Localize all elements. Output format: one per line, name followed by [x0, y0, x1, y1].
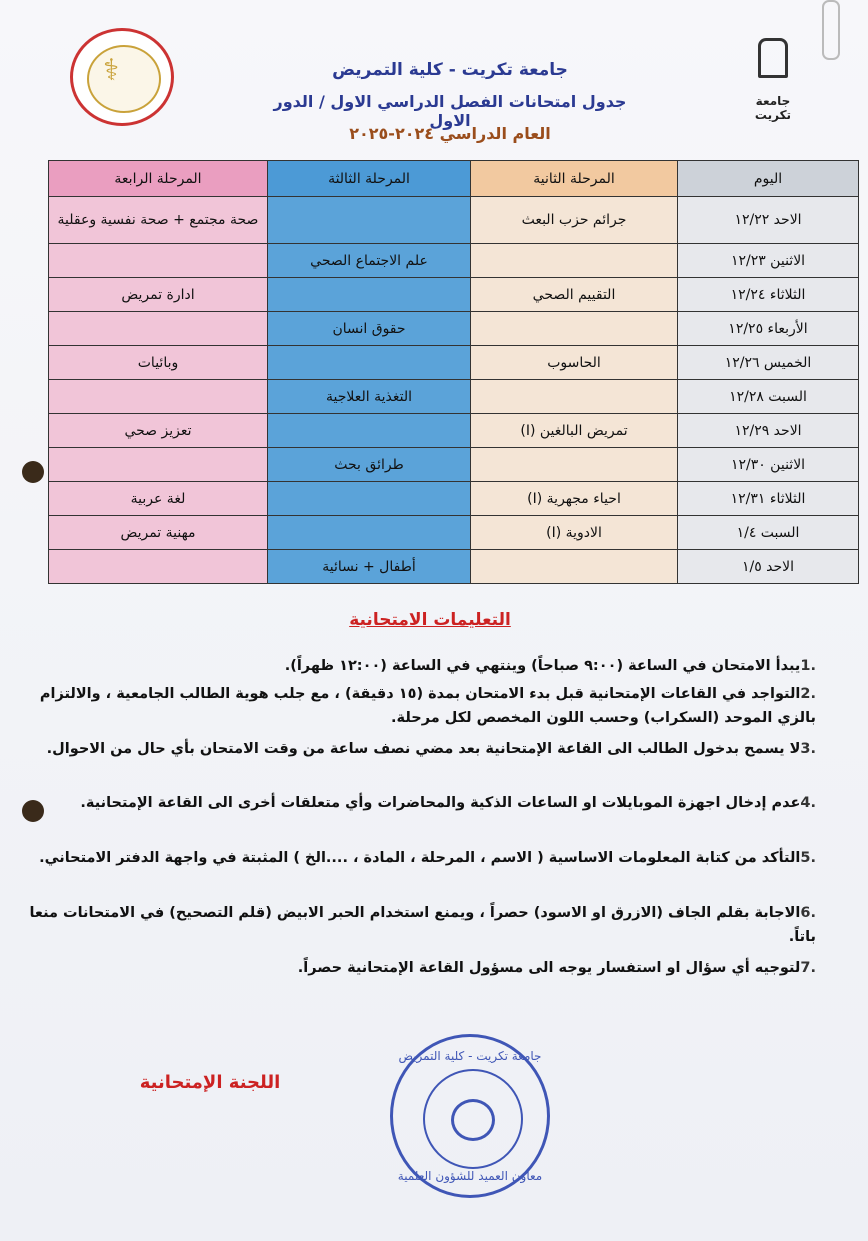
- instruction-item: [22, 901, 816, 949]
- header-stage-4: المرحلة الرابعة: [49, 161, 268, 197]
- day-cell: الاحد ١٢/٢٢: [678, 197, 859, 244]
- stage-3-cell: [268, 346, 471, 380]
- stage-4-cell: ادارة تمريض: [49, 278, 268, 312]
- instruction-item: [22, 791, 816, 815]
- day-cell: الثلاثاء ١٢/٣١: [678, 482, 859, 516]
- instruction-number: .3: [800, 741, 816, 757]
- table-row: [49, 197, 859, 244]
- instruction-item: [22, 654, 816, 678]
- stage-2-cell: [471, 550, 678, 584]
- stage-2-cell: الحاسوب: [471, 346, 678, 380]
- stage-3-cell: علم الاجتماع الصحي: [268, 244, 471, 278]
- instruction-text: الاجابة بقلم الجاف (الازرق او الاسود) حصراً ، ويمنع استخدام الحبر الابيض (قلم التصحيح) في الامتحانات منعا باتاً.: [29, 905, 816, 945]
- stage-3-cell: [268, 482, 471, 516]
- exam-committee-signature: اللجنة الإمتحانية: [139, 1072, 281, 1093]
- punch-hole: [22, 800, 44, 822]
- stage-4-cell: [49, 448, 268, 482]
- nursing-college-logo: [70, 28, 174, 126]
- stage-3-cell: طرائق بحث: [268, 448, 471, 482]
- instruction-text: يبدأ الامتحان في الساعة (٩:٠٠ صباحاً) وينتهي في الساعة (١٢:٠٠ ظهراً).: [284, 658, 801, 674]
- paper-clip: [822, 0, 840, 60]
- table-row: [49, 414, 859, 448]
- instruction-item: [22, 846, 816, 870]
- stage-2-cell: [471, 380, 678, 414]
- instructions-title: التعليمات الامتحانية: [349, 610, 511, 630]
- stage-4-cell: [49, 312, 268, 346]
- header-schedule-title: جدول امتحانات الفصل الدراسي الاول / الدور الاول: [273, 92, 627, 130]
- stage-2-cell: [471, 448, 678, 482]
- day-cell: الأربعاء ١٢/٢٥: [678, 312, 859, 346]
- table-row: [49, 448, 859, 482]
- stage-3-cell: [268, 414, 471, 448]
- header-day: اليوم: [678, 161, 859, 197]
- stage-4-cell: [49, 550, 268, 584]
- stage-4-cell: صحة مجتمع + صحة نفسية وعقلية: [49, 197, 268, 244]
- instruction-number: .2: [800, 686, 816, 702]
- day-cell: الاثنين ١٢/٢٣: [678, 244, 859, 278]
- instruction-number: .5: [800, 850, 816, 866]
- table-row: [49, 278, 859, 312]
- stage-2-cell: الادوية (I): [471, 516, 678, 550]
- stage-3-cell: [268, 278, 471, 312]
- stage-3-cell: [268, 197, 471, 244]
- table-row: [49, 380, 859, 414]
- stage-3-cell: أطفال + نسائية: [268, 550, 471, 584]
- stage-4-cell: وبائيات: [49, 346, 268, 380]
- day-cell: الاثنين ١٢/٣٠: [678, 448, 859, 482]
- table-header-row: [49, 161, 859, 197]
- stage-4-cell: لغة عربية: [49, 482, 268, 516]
- instruction-text: التواجد في القاعات الإمتحانية قبل بدء الامتحان بمدة (١٥ دقيقة) ، مع جلب هوية الطالب الجامعية ، والالتزام بالزي الموحد (السكراب) وحسب اللون المخصص لكل مرحلة.: [39, 686, 816, 726]
- stamp-bottom-text: معاون العميد للشؤون العلمية: [397, 1169, 543, 1183]
- official-stamp: [390, 1034, 550, 1198]
- stamp-emblem-icon: [451, 1099, 495, 1141]
- table-row: [49, 482, 859, 516]
- stage-2-cell: جرائم حزب البعث: [471, 197, 678, 244]
- instruction-number: .6: [800, 905, 816, 921]
- header-stage-2: المرحلة الثانية: [471, 161, 678, 197]
- stage-2-cell: التقييم الصحي: [471, 278, 678, 312]
- tikrit-university-logo: [738, 38, 808, 122]
- instruction-item: [22, 682, 816, 730]
- stage-2-cell: [471, 244, 678, 278]
- instruction-number: .4: [800, 795, 816, 811]
- table-row: [49, 346, 859, 380]
- stamp-top-text: جامعة تكريت - كلية التمريض: [398, 1049, 542, 1063]
- exam-schedule-table: [48, 160, 859, 584]
- instruction-text: التأكد من كتابة المعلومات الاساسية ( الاسم ، المرحلة ، المادة ، ....الخ ) المثبتة في واجهة الدفتر الامتحاني.: [39, 850, 801, 866]
- instruction-number: .7: [800, 960, 816, 976]
- instruction-text: عدم إدخال اجهزة الموبايلات او الساعات الذكية والمحاضرات وأي متعلقات أخرى الى القاعة الإمتحانية.: [80, 795, 801, 811]
- tower-icon: [758, 38, 788, 78]
- stage-4-cell: مهنية تمريض: [49, 516, 268, 550]
- stage-2-cell: تمريض البالغين (I): [471, 414, 678, 448]
- table-row: [49, 516, 859, 550]
- day-cell: الاحد ١/٥: [678, 550, 859, 584]
- header-university-college: جامعة تكريت - كلية التمريض: [332, 60, 568, 80]
- day-cell: الثلاثاء ١٢/٢٤: [678, 278, 859, 312]
- university-logo-label: جامعة تكريت: [754, 94, 792, 122]
- logo-inner-ring: [87, 45, 161, 113]
- header-academic-year: العام الدراسي ٢٠٢٤-٢٠٢٥: [349, 124, 551, 143]
- stage-4-cell: تعزيز صحي: [49, 414, 268, 448]
- instruction-number: .1: [800, 658, 816, 674]
- stage-2-cell: [471, 312, 678, 346]
- day-cell: الخميس ١٢/٢٦: [678, 346, 859, 380]
- table-row: [49, 244, 859, 278]
- instruction-text: لا يسمح بدخول الطالب الى القاعة الإمتحانية بعد مضي نصف ساعة من وقت الامتحان بأي حال من الاحوال.: [46, 741, 801, 757]
- stage-3-cell: حقوق انسان: [268, 312, 471, 346]
- punch-hole: [22, 461, 44, 483]
- table-row: [49, 312, 859, 346]
- stage-3-cell: التغذية العلاجية: [268, 380, 471, 414]
- header-stage-3: المرحلة الثالثة: [268, 161, 471, 197]
- stage-2-cell: احياء مجهرية (I): [471, 482, 678, 516]
- caduceus-icon: ⚕: [103, 53, 120, 88]
- day-cell: الاحد ١٢/٢٩: [678, 414, 859, 448]
- stage-4-cell: [49, 244, 268, 278]
- instruction-item: [22, 737, 816, 761]
- stage-4-cell: [49, 380, 268, 414]
- stage-3-cell: [268, 516, 471, 550]
- instruction-item: [22, 956, 816, 980]
- table-row: [49, 550, 859, 584]
- day-cell: السبت ١٢/٢٨: [678, 380, 859, 414]
- instruction-text: لتوجيه أي سؤال او استفسار يوجه الى مسؤول القاعة الإمتحانية حصراً.: [297, 960, 801, 976]
- day-cell: السبت ١/٤: [678, 516, 859, 550]
